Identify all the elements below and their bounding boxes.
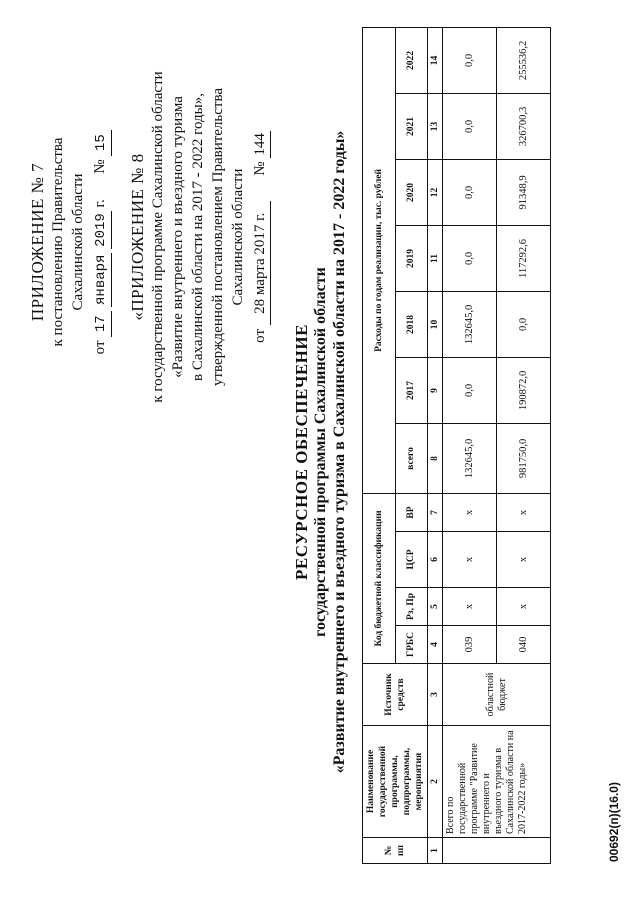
header-2020: 2020 [395,159,428,225]
header-2022: 2022 [395,27,428,93]
appendix-7-date-year: 2019 [91,211,112,249]
cell-2020: 91348,9 [497,159,551,225]
appendix-7-title: ПРИЛОЖЕНИЕ № 7 [28,162,47,322]
cell-vr: х [443,493,497,531]
column-number-row [428,27,443,863]
header-name: Наименование государственной программы, подпрограммы, мероприятия [363,726,428,838]
resource-table [362,27,551,864]
col-num-13: 13 [428,93,443,159]
appendix-8-header [128,22,271,452]
document-code: 00692(п)(16.0) [607,782,621,862]
cell-grbs: 039 [443,626,497,664]
appendix-8-line4: утвержденной постановлением Правительства [210,87,226,387]
cell-rz-pr: х [497,588,551,626]
appendix-8-line3: в Сахалинской области на 2017 - 2022 годы», [190,93,206,381]
appendix-8-title: «ПРИЛОЖЕНИЕ № 8 [128,153,147,321]
header-2019: 2019 [395,225,428,291]
document-subtitle-2: «Развитие внутреннего и въездного туризма в Сахалинской области на 2017 - 2022 годы» [331,130,348,774]
cell-2022: 255536,2 [497,27,551,93]
rotated-document [10,12,630,892]
col-num-2: 2 [428,726,443,838]
appendix-7-line1: к постановлению Правительства [50,137,66,347]
cell-vr: х [497,493,551,531]
appendix-7-date-month: января [91,253,112,307]
header-rz-pr: Рз, Пр [395,588,428,626]
col-num-5: 5 [428,588,443,626]
col-num-4: 4 [428,626,443,664]
header-csr: ЦСР [395,532,428,588]
cell-total: 132645,0 [443,423,497,493]
document-subtitle-1: государственной программы Сахалинской области [312,267,329,637]
appendix-8-line2: «Развитие внутреннего и въездного туризма [170,96,186,378]
header-budget-code-group: Код бюджетной классификации [363,493,396,663]
col-num-10: 10 [428,291,443,357]
cell-2022: 0,0 [443,27,497,93]
appendix-7-dateline [90,72,112,412]
appendix-8-line1: к государственной программе Сахалинской области [150,71,166,403]
document-title-block [292,12,349,892]
appendix-7-date-suffix: г. [92,199,108,208]
cell-grbs: 040 [497,626,551,664]
appendix-7-header [28,72,112,412]
appendix-7-number: 15 [91,130,112,156]
appendix-8-date: 28 марта 2017 г. [250,201,271,325]
cell-rz-pr: х [443,588,497,626]
cell-2017: 0,0 [443,357,497,423]
cell-csr: х [497,532,551,588]
appendix-8-date-prefix: от [252,328,268,343]
table-header-row-1 [363,27,396,863]
appendix-8-number-sign: № [252,161,268,176]
header-2021: 2021 [395,93,428,159]
col-num-1: 1 [428,838,443,864]
header-source: Источник средств [363,664,428,726]
header-2017: 2017 [395,357,428,423]
row-source: областной бюджет [443,664,551,726]
appendix-8-number: 144 [250,131,271,158]
col-num-14: 14 [428,27,443,93]
cell-2018: 0,0 [497,291,551,357]
row-program-name: Всего по государственной программе "Развитие внутреннего и въездного туризма в Сахалинской области на 2017-2022 годы» [443,726,551,838]
appendix-7-date-day: 17 [91,311,112,337]
appendix-7-line2: Сахалинской области [70,173,86,311]
cell-2019: 117292,6 [497,225,551,291]
header-expenses-group: Расходы по годам реализации, тыс. рублей [363,27,396,493]
appendix-7-number-sign: № [92,159,108,174]
table-row [443,27,497,863]
col-num-9: 9 [428,357,443,423]
header-grbs: ГРБС [395,626,428,664]
cell-2020: 0,0 [443,159,497,225]
appendix-8-dateline [250,22,271,452]
cell-2021: 326700,3 [497,93,551,159]
cell-total: 981750,0 [497,423,551,493]
col-num-12: 12 [428,159,443,225]
header-num: № пп [363,838,428,864]
cell-csr: х [443,532,497,588]
col-num-3: 3 [428,664,443,726]
header-total: всего [395,423,428,493]
col-num-6: 6 [428,532,443,588]
document-title: РЕСУРСНОЕ ОБЕСПЕЧЕНИЕ [292,324,311,580]
cell-2017: 190872,0 [497,357,551,423]
cell-2021: 0,0 [443,93,497,159]
header-vr: ВР [395,493,428,531]
row-num [443,838,551,864]
col-num-11: 11 [428,225,443,291]
header-2018: 2018 [395,291,428,357]
col-num-8: 8 [428,423,443,493]
cell-2019: 0,0 [443,225,497,291]
cell-2018: 132645,0 [443,291,497,357]
appendix-7-date-prefix: от [92,340,108,355]
appendix-8-line5: Сахалинской области [230,168,246,306]
col-num-7: 7 [428,493,443,531]
